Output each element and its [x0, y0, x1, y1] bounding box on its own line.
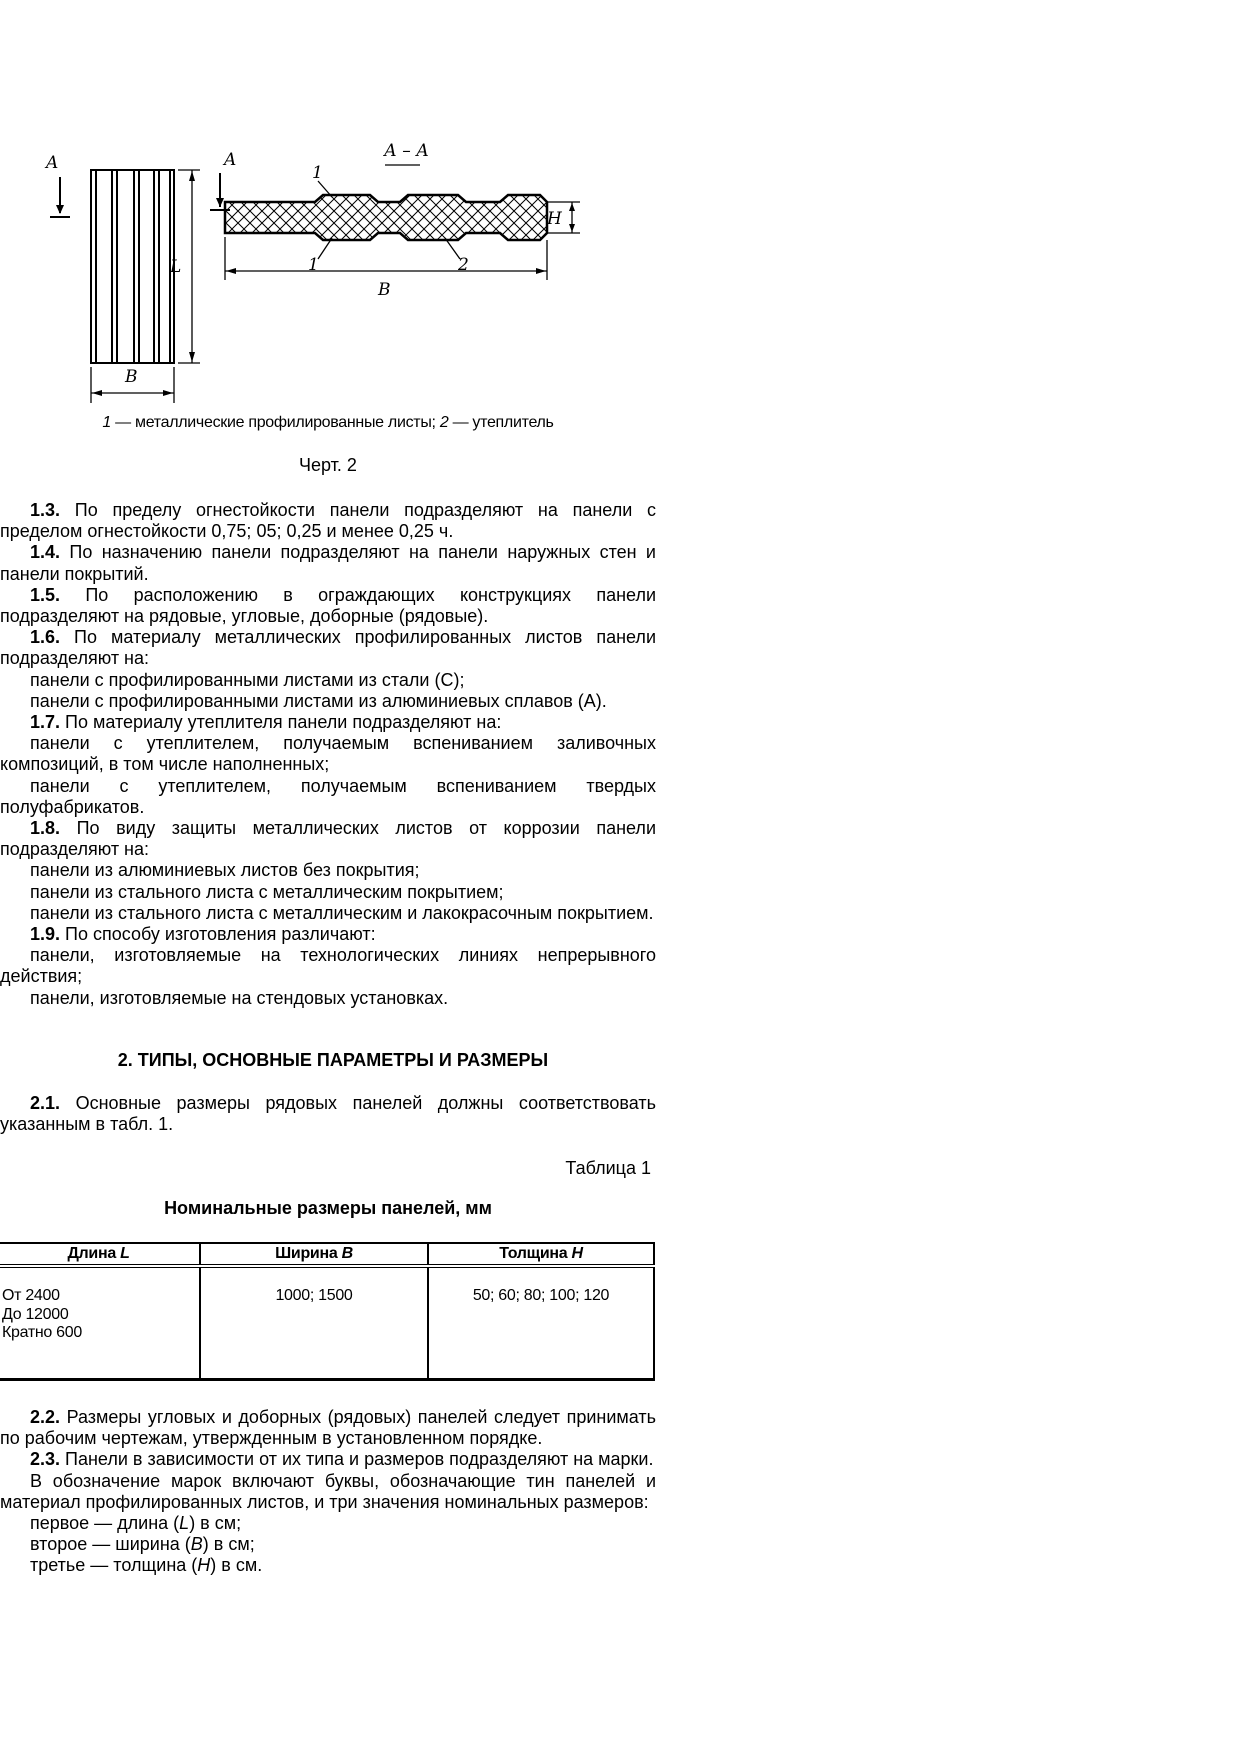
paragraph [0, 585, 656, 627]
label-a-left: A [46, 153, 59, 173]
paragraph [0, 691, 656, 712]
paragraph-text: панели из стального листа с металлическим и лакокрасочным покрытием. [30, 902, 654, 923]
header-label: Толщина [499, 1245, 572, 1262]
paragraph [0, 670, 656, 691]
paragraph-text: По виду защиты металлических листов от коррозии панели подразделяют на: [0, 818, 656, 860]
header-symbol: H [571, 1245, 583, 1262]
dimensions-table [0, 1242, 655, 1381]
table-header-row [0, 1243, 654, 1266]
item-text: второе — ширина ( [30, 1534, 191, 1555]
panel-drawing [40, 141, 660, 415]
caption-num-2: 2 [439, 414, 449, 431]
item-symbol: B [190, 1534, 203, 1555]
paragraph [0, 542, 656, 584]
table-title: Номинальные размеры панелей, мм [164, 1198, 492, 1218]
item-symbol: L [179, 1513, 190, 1534]
item-text: первое — длина ( [30, 1513, 180, 1534]
paragraph [0, 776, 656, 818]
paragraph-number: 1.6. [30, 627, 61, 648]
paragraph-number: 2.2. [30, 1407, 61, 1427]
paragraph-text: По расположению в ограждающих конструкциях панели подразделяют на рядовые, угловые, доборные (рядовые). [0, 584, 656, 627]
paragraph-number: 1.8. [30, 818, 61, 839]
item-text: ) в см; [189, 1513, 242, 1534]
paragraph-text: панели, изготовляемые на технологических линиях непрерывного действия; [0, 945, 656, 987]
figure-caption [0, 414, 656, 432]
dimension-item [0, 1513, 656, 1534]
paragraph [0, 924, 656, 945]
length-line: До 12000 [2, 1305, 69, 1323]
paragraph-text: Размеры угловых и доборных (рядовых) панелей следует принимать по рабочим чертежам, утвержденным в установленном порядке. [0, 1407, 656, 1449]
dimension-item [0, 1555, 656, 1576]
paragraph-text: панели, изготовляемые на стендовых установках. [30, 987, 449, 1008]
paragraph-number: 1.7. [30, 712, 61, 733]
cell-width: 1000; 1500 [200, 1266, 428, 1380]
paragraph [0, 733, 656, 775]
caption-text-1: — металлические профилированные листы; [111, 414, 440, 431]
section2-intro [0, 1093, 656, 1135]
label-b-left: B [125, 367, 138, 387]
paragraph-text: По способу изготовления различают: [60, 924, 376, 945]
paragraph: В обозначение марок включают буквы, обозначающие тин панелей и материал профилированных листов, и три значения номинальных размеров: [0, 1470, 656, 1512]
caption-text-2: — утеплитель [448, 414, 554, 431]
paragraph [0, 627, 656, 669]
label-two: 2 [458, 255, 469, 275]
paragraph [0, 818, 656, 860]
label-b-right: B [378, 280, 391, 300]
label-a-right: A [224, 150, 237, 170]
paragraph-number: 2.1. [30, 1093, 61, 1113]
paragraph-number: 1.5. [30, 584, 61, 605]
item-symbol: H [197, 1555, 211, 1576]
label-one-top: 1 [312, 163, 323, 183]
label-l: L [170, 257, 182, 277]
paragraph-text: По материалу металлических профилированных листов панели подразделяют на: [0, 627, 656, 669]
length-line: От 2400 [2, 1287, 60, 1304]
table-caption: Таблица 1 [565, 1158, 651, 1178]
cell-length [0, 1266, 200, 1380]
item-text: ) в см. [210, 1555, 263, 1576]
paragraph [0, 1449, 656, 1470]
paragraph-text: панели из стального листа с металлическим покрытием; [30, 881, 504, 902]
figure-labels [40, 141, 660, 415]
paragraph-text: Панели в зависимости от их типа и размеров подразделяют на марки. [60, 1449, 654, 1470]
section2-heading: 2. ТИПЫ, ОСНОВНЫЕ ПАРАМЕТРЫ И РАЗМЕРЫ [117, 1050, 549, 1070]
paragraph [0, 882, 656, 903]
length-line: Кратно 600 [2, 1324, 82, 1341]
paragraph-text: По пределу огнестойкости панели подразделяют на панели с пределом огнестойкости 0,75; 05; 0,25 и менее 0,25 ч. [0, 500, 656, 542]
header-width [200, 1243, 428, 1266]
paragraph [0, 1407, 656, 1449]
paragraph-text: панели из алюминиевых листов без покрытия; [30, 860, 420, 881]
item-text: третье — толщина ( [30, 1555, 198, 1576]
section2-text [0, 1407, 656, 1577]
label-one-bottom: 1 [308, 255, 319, 275]
paragraph [0, 1093, 656, 1135]
paragraph [0, 500, 656, 542]
header-symbol: L [120, 1245, 130, 1262]
paragraph-text: панели с профилированными листами из стали (С); [30, 669, 465, 690]
figure-title: Черт. 2 [299, 455, 357, 475]
label-h: H [547, 209, 562, 229]
header-label: Ширина [275, 1245, 342, 1262]
dimension-item [0, 1534, 656, 1555]
table-row [0, 1266, 654, 1380]
paragraph [0, 988, 656, 1009]
paragraph-number: 1.4. [30, 542, 61, 563]
paragraph-number: 1.3. [30, 500, 61, 520]
paragraph [0, 945, 656, 987]
paragraph-text: Основные размеры рядовых панелей должны соответствовать указанным в табл. 1. [0, 1093, 656, 1135]
header-symbol: B [341, 1245, 353, 1262]
paragraph [0, 712, 656, 733]
header-length [0, 1243, 200, 1266]
paragraph-text: По назначению панели подразделяют на панели наружных стен и панели покрытий. [0, 542, 656, 584]
paragraph-text: панели с утеплителем, получаемым вспениванием твердых полуфабрикатов. [0, 775, 656, 817]
paragraph-number: 2.3. [30, 1449, 61, 1470]
cell-thickness: 50; 60; 80; 100; 120 [428, 1266, 654, 1380]
section1-text [0, 500, 656, 1009]
label-section: А – А [384, 141, 430, 161]
paragraph-text: По материалу утеплителя панели подразделяют на: [60, 712, 502, 733]
paragraph-number: 1.9. [30, 924, 61, 945]
item-text: ) в см; [202, 1534, 255, 1555]
header-label: Длина [67, 1245, 121, 1262]
paragraph [0, 860, 656, 881]
header-thickness [428, 1243, 654, 1266]
paragraph-text: панели с утеплителем, получаемым вспениванием заливочных композиций, в том числе наполненных; [0, 733, 656, 775]
paragraph [0, 903, 656, 924]
caption-num-1: 1 [102, 414, 112, 431]
paragraph-text: панели с профилированными листами из алюминиевых сплавов (А). [30, 690, 607, 711]
